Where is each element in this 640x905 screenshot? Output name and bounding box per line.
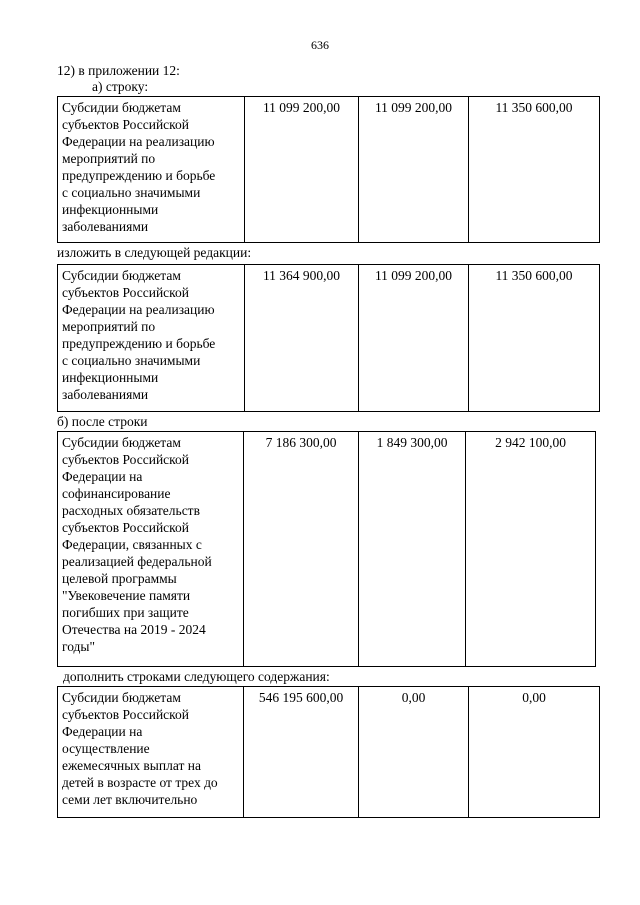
- sub-b-heading: б) после строки: [57, 414, 148, 429]
- value-year-3: 2 942 100,00: [466, 432, 596, 667]
- row-description: Субсидии бюджетам субъектов Российской Федерации на осуществление ежемесячных выплат на детей в возрасте от трех до семи лет включительно: [58, 687, 244, 818]
- row-description: Субсидии бюджетам субъектов Российской Федерации на реализацию мероприятий по предупреждению и борьбе с социально значимыми инфекционными заболеваниями: [58, 265, 245, 412]
- value-year-3: 11 350 600,00: [469, 97, 600, 243]
- value-year-2: 11 099 200,00: [359, 265, 469, 412]
- value-year-1: 11 099 200,00: [245, 97, 359, 243]
- table-row-new: [57, 264, 600, 412]
- row-description: Субсидии бюджетам субъектов Российской Федерации на реализацию мероприятий по предупреждению и борьбе с социально значимыми инфекционными заболеваниями: [58, 97, 245, 243]
- add-phrase: дополнить строками следующего содержания:: [63, 669, 330, 684]
- table-row-original: [57, 96, 600, 243]
- page-number: 636: [311, 38, 329, 52]
- value-year-1: 11 364 900,00: [245, 265, 359, 412]
- item-heading: 12) в приложении 12:: [57, 63, 180, 78]
- row-description: Субсидии бюджетам субъектов Российской Федерации на софинансирование расходных обязательств субъектов Российской Федерации, связанных с реализацией федеральной целевой программы "Увековечение памяти погибших при защите Отечества на 2019 - 2024 годы": [58, 432, 244, 667]
- value-year-2: 1 849 300,00: [359, 432, 466, 667]
- sub-a-heading: а) строку:: [92, 79, 149, 94]
- value-year-1: 7 186 300,00: [244, 432, 359, 667]
- replace-phrase: изложить в следующей редакции:: [57, 245, 252, 260]
- table-row-added: [57, 686, 600, 818]
- value-year-3: 11 350 600,00: [469, 265, 600, 412]
- value-year-1: 546 195 600,00: [244, 687, 359, 818]
- value-year-2: 11 099 200,00: [359, 97, 469, 243]
- value-year-3: 0,00: [469, 687, 600, 818]
- table-row-after: [57, 431, 596, 667]
- value-year-2: 0,00: [359, 687, 469, 818]
